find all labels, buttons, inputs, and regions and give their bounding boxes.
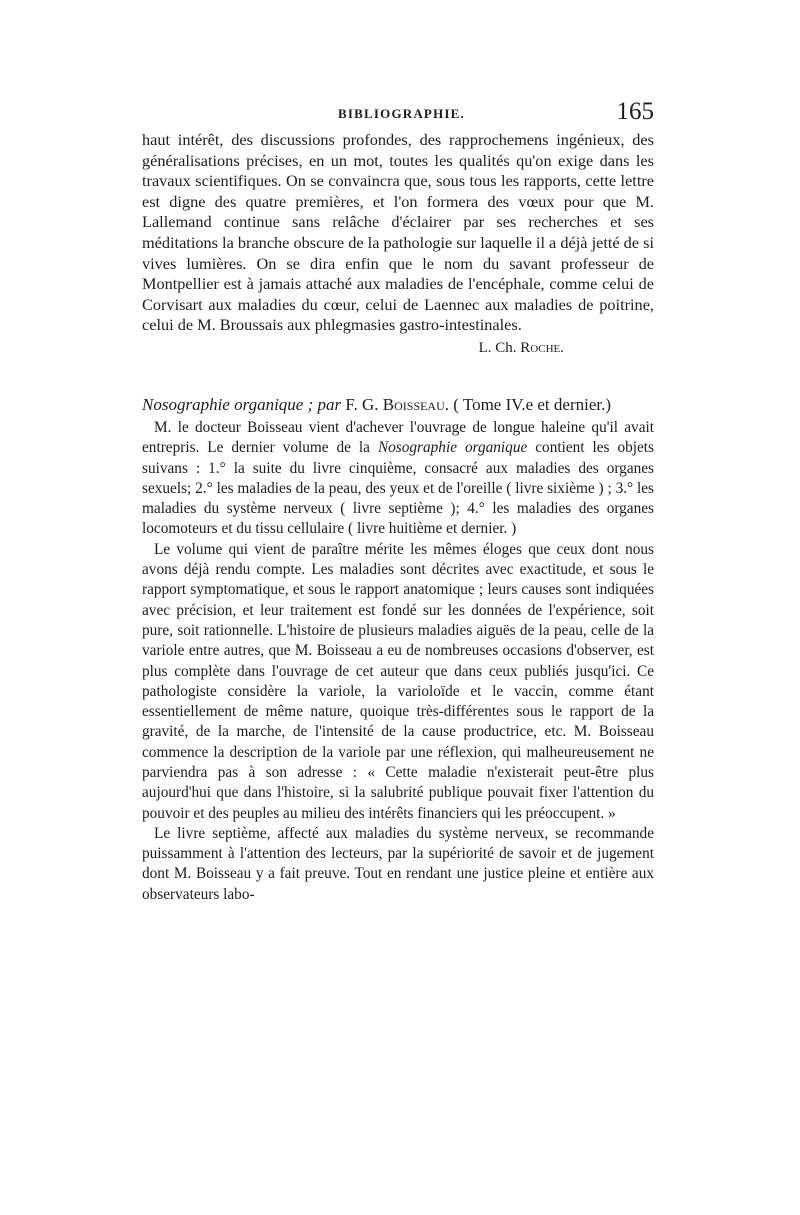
review-signature	[142, 338, 654, 358]
signature-name: Roche.	[520, 339, 564, 356]
review-p1-intro: M. le docteur Boisseau vient d'achever l'ouvrage de longue haleine qu'il avait entrepris. Le dernier volume de la	[142, 418, 654, 457]
review-volume-note: ( Tome IV.e et dernier.)	[453, 394, 612, 414]
previous-review-text: haut intérêt, des discussions profondes, des rapprochemens ingénieux, des généralisations précises, en un mot, toutes les qualités qu'on exige dans les travaux scientifiques. On se convaincra que, sous tous les rapports, cette lettre est digne des quatre premières, et l'on formera des vœux pour que M. Lallemand continue sans relâche d'éclairer par ses recherches et ses méditations la branche obscure de la pathologie sur laquelle il a déjà jetté de si vives lumières. On se dira enfin que le nom du savant professeur de Montpellier est à jamais attaché aux maladies de l'encéphale, comme celui de Corvisart aux maladies du cœur, celui de Laennec aux maladies de poitrine, celui de M. Broussais aux phlegmasies gastro-intestinales.	[142, 130, 654, 335]
review-author-name: Boisseau.	[382, 394, 450, 414]
review-paragraph-1	[142, 418, 654, 540]
signature-initials: L. Ch.	[478, 339, 517, 356]
review-body	[142, 418, 654, 905]
review-work-title: Nosographie organique	[142, 394, 304, 414]
review-p1-rest: contient les objets suivans : 1.° la suite du livre cinquième, consacré aux maladies des organes sexuels; 2.° les maladies de la peau, des yeux et de l'oreille ( livre sixième ) ; 3.° les maladies du système nerveux ( livre septième ); 4.° les maladies des organes locomoteurs et du tissu cellulaire ( livre huitième et dernier. )	[142, 439, 654, 538]
review-p1-title: Nosographie organique	[377, 439, 528, 457]
review-heading	[142, 394, 654, 416]
review-paragraph-3: Le livre septième, affecté aux maladies du système nerveux, se recommande puissamment à l'attention des lecteurs, par la supériorité de savoir et de jugement dont M. Boisseau y a fait preuve. Tout en rendant une justice pleine et entière aux observateurs labo-	[142, 824, 654, 903]
running-title: BIBLIOGRAPHIE.	[338, 106, 465, 121]
running-head	[142, 100, 654, 130]
page-number: 165	[616, 98, 654, 125]
book-page	[142, 100, 654, 905]
review-author-initials: F. G.	[345, 394, 379, 414]
review-paragraph-2: Le volume qui vient de paraître mérite les mêmes éloges que ceux dont nous avons déjà rendu compte. Les maladies sont décrites avec exactitude, et sous le rapport symptomatique, et sous le rapport anatomique ; leurs causes sont indiquées avec précision, et leur traitement est fondé sur les données de l'expérience, soit pure, soit rationnelle. L'histoire de plusieurs maladies aiguës de la peau, celle de la variole entre autres, que M. Boisseau a eu de nombreuses occasions d'observer, est plus complète dans l'ouvrage de cet auteur que dans ceux publiés jusqu'ici. Ce pathologiste considère la variole, la varioloïde et le vaccin, comme étant essentiellement de même nature, quoique très-différentes sous le rapport de la gravité, de la marche, de l'intensité de la cause productrice, etc. M. Boisseau commence la description de la variole par une réflexion, qui malheureusement ne parviendra pas à son adresse : « Cette maladie n'existerait peut-être plus aujourd'hui que dans l'histoire, si la salubrité publique pouvait fixer l'attention du pouvoir et des peuples au milieu des intérêts financiers qui les préoccupent. »	[142, 540, 654, 822]
review-by: ; par	[307, 394, 342, 414]
